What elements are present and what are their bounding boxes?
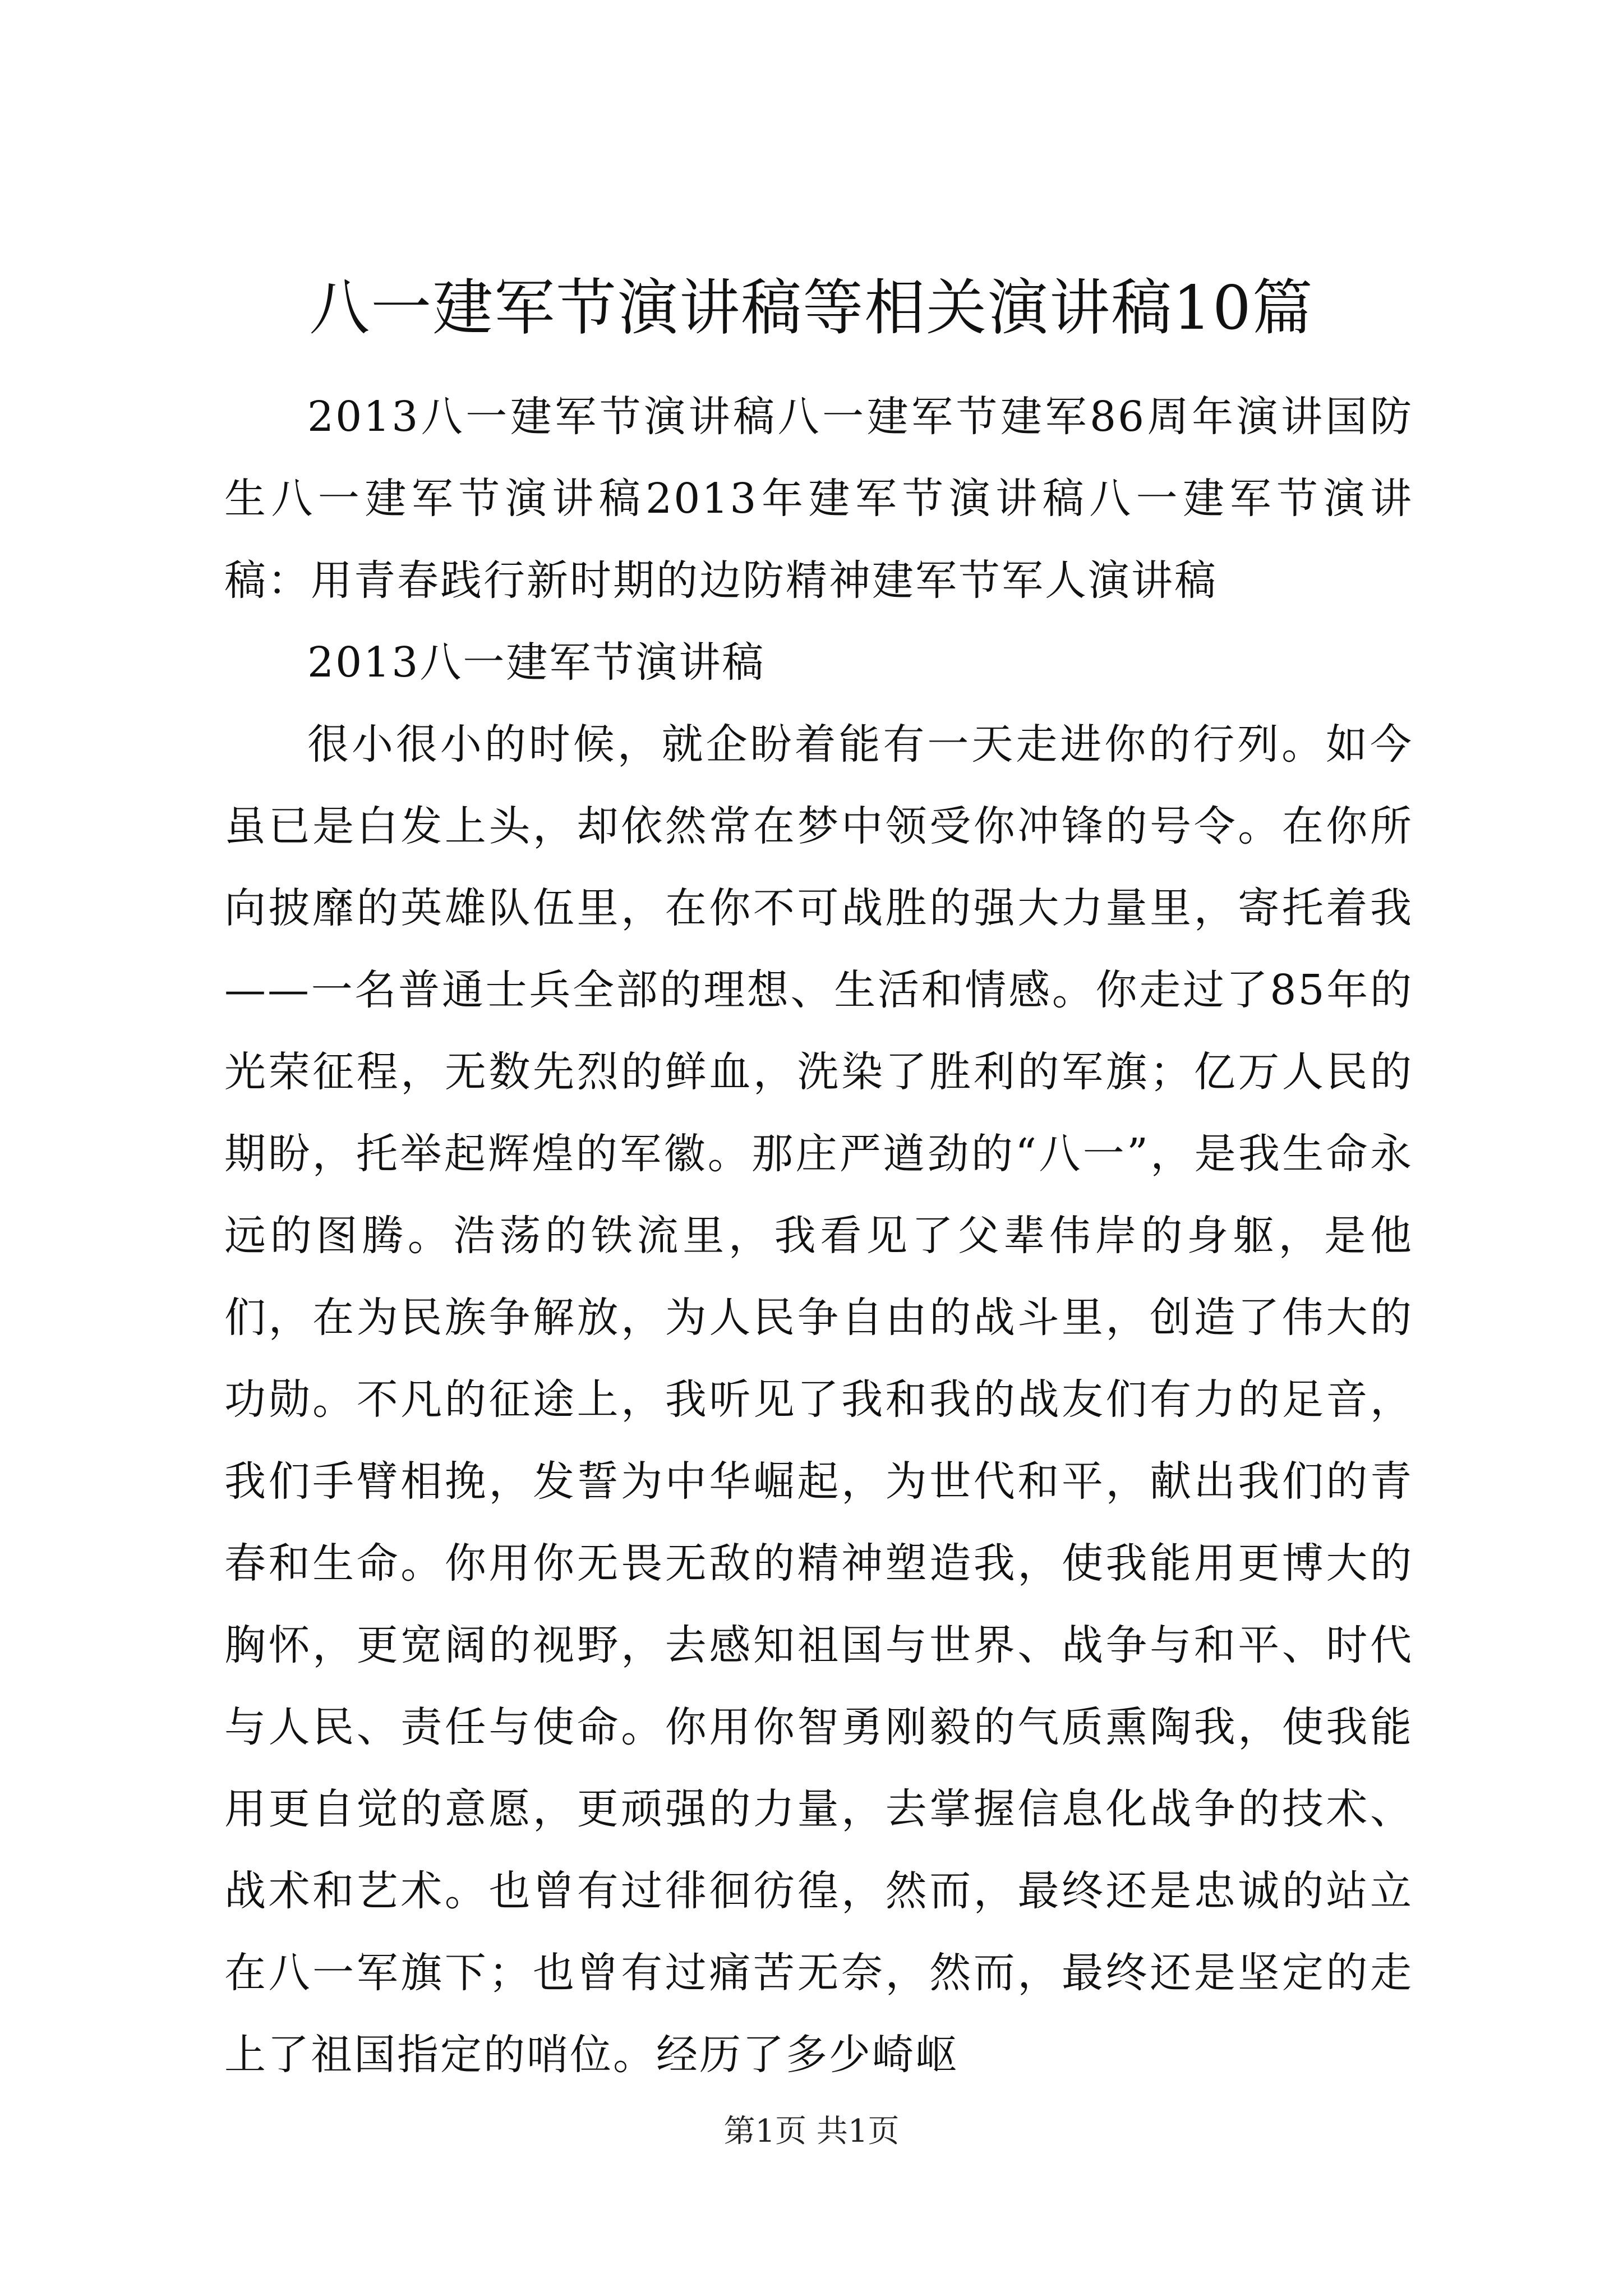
- document-title: 八一建军节演讲稿等相关演讲稿10篇: [309, 273, 1314, 343]
- document-body: [224, 376, 1413, 2096]
- page-footer: 第1页 共1页: [723, 2113, 900, 2150]
- paragraph-section-heading: 2013八一建军节演讲稿: [307, 638, 766, 687]
- paragraph-related-titles: 2013八一建军节演讲稿八一建军节建军86周年演讲国防生八一建军节演讲稿2013年建军节演讲稿八一建军节演讲稿：用青春践行新时期的边防精神建军节军人演讲稿: [224, 393, 1413, 605]
- paragraph-speech-body: 很小很小的时候，就企盼着能有一天走进你的行列。如今虽已是白发上头，却依然常在梦中领受你冲锋的号令。在你所向披靡的英雄队伍里，在你不可战胜的强大力量里，寄托着我——一名普通士兵全部的理想、生活和情感。你走过了85年的光荣征程，无数先烈的鲜血，洗染了胜利的军旗；亿万人民的期盼，托举起辉煌的军徽。那庄严遒劲的“八一”，是我生命永远的图腾。浩荡的铁流里，我看见了父辈伟岸的身躯，是他们，在为民族争解放，为人民争自由的战斗里，创造了伟大的功勋。不凡的征途上，我听见了我和我的战友们有力的足音，我们手臂相挽，发誓为中华崛起，为世代和平，献出我们的青春和生命。你用你无畏无敌的精神塑造我，使我能用更博大的胸怀，更宽阔的视野，去感知祖国与世界、战争与和平、时代与人民、责任与使命。你用你智勇刚毅的气质熏陶我，使我能用更自觉的意愿，更顽强的力量，去掌握信息化战争的技术、战术和艺术。也曾有过徘徊彷徨，然而，最终还是忠诚的站立在八一军旗下；也曾有过痛苦无奈，然而，最终还是坚定的走上了祖国指定的哨位。经历了多少崎岖: [224, 720, 1413, 2079]
